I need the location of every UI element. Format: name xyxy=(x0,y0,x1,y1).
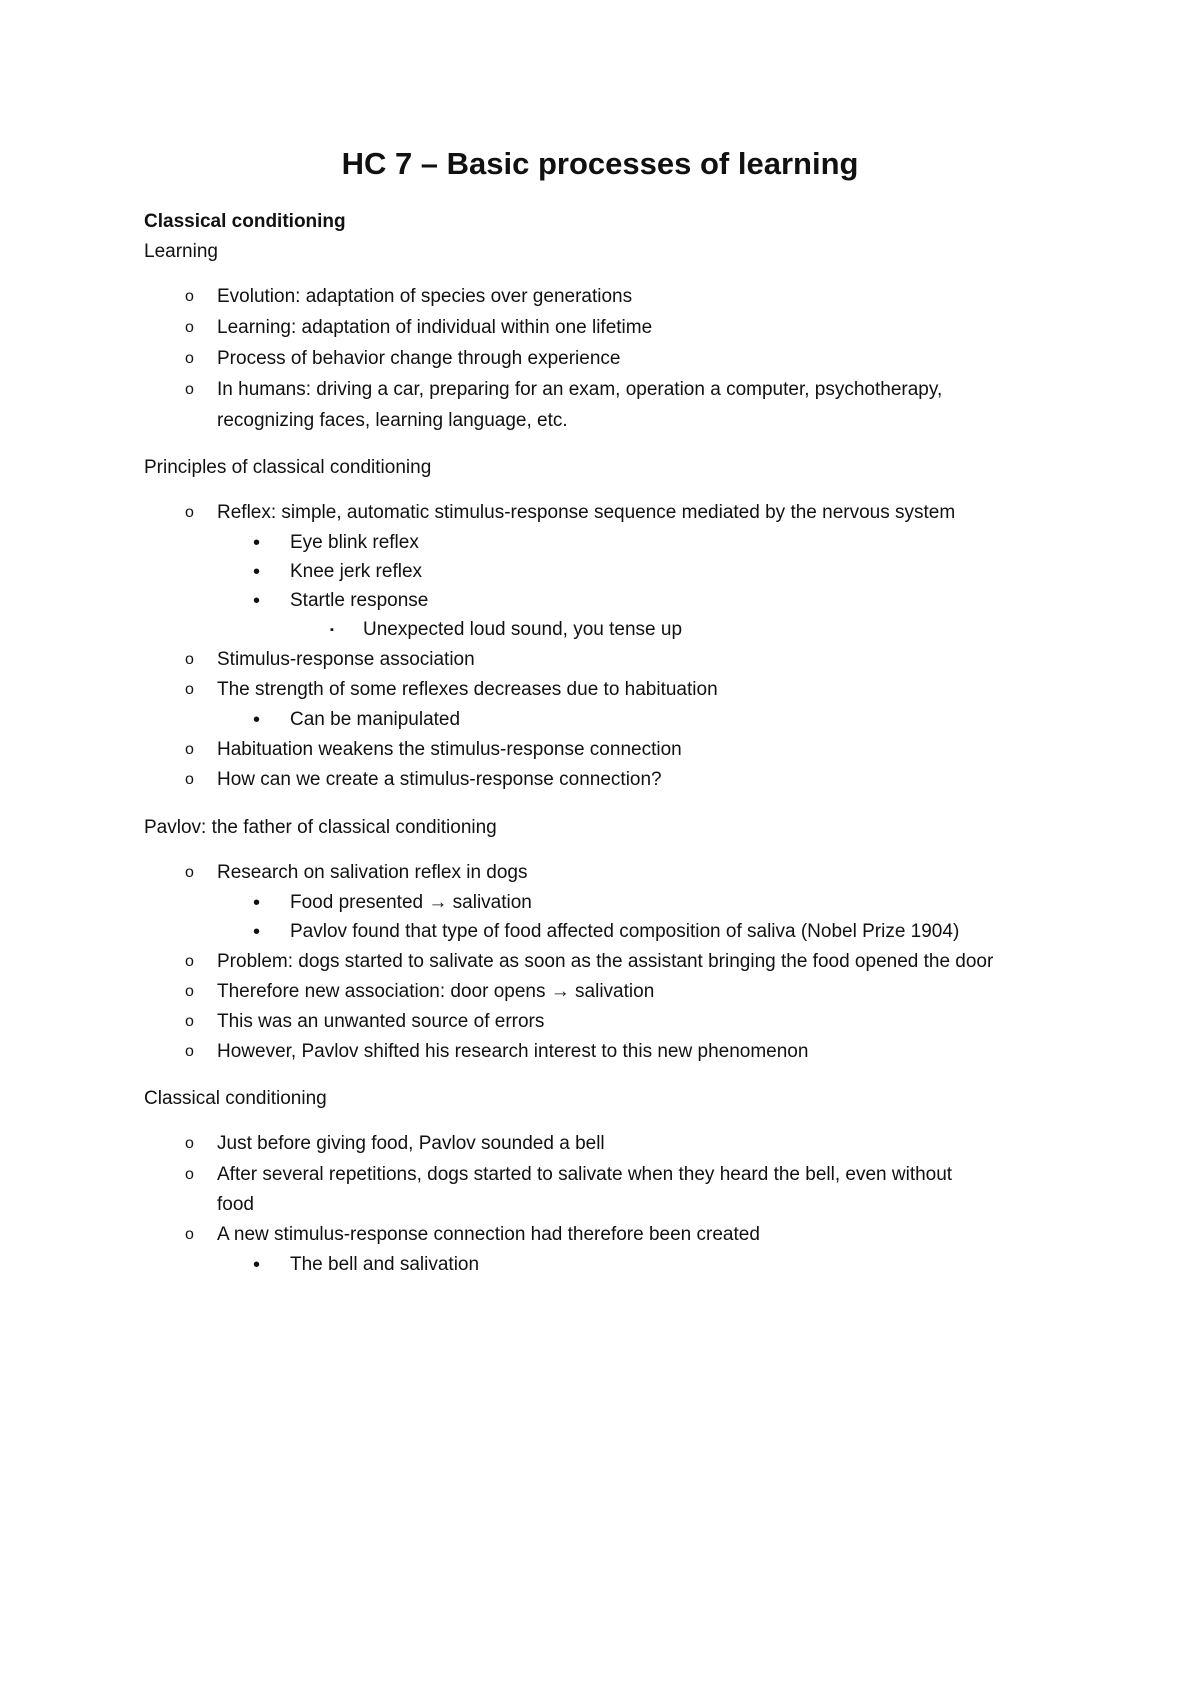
arrow-icon: → xyxy=(428,892,448,913)
list-marker: • xyxy=(253,921,261,943)
list-marker: • xyxy=(253,709,261,731)
section-title: Classical conditioning xyxy=(144,211,346,232)
list-marker: o xyxy=(185,953,194,970)
list-item-continuation: food xyxy=(217,1194,254,1215)
list-item: Research on salivation reflex in dogs xyxy=(217,862,528,883)
list-marker: o xyxy=(185,288,194,305)
list-marker: • xyxy=(253,1254,261,1276)
list-marker: o xyxy=(185,651,194,668)
list-item: The bell and salivation xyxy=(290,1254,480,1275)
list-marker: o xyxy=(185,1043,194,1060)
subheading-classical-conditioning: Classical conditioning xyxy=(144,1088,327,1109)
list-item: Knee jerk reflex xyxy=(290,561,423,582)
list-item: This was an unwanted source of errors xyxy=(217,1011,545,1032)
list-item: Learning: adaptation of individual within one lifetime xyxy=(217,317,653,338)
list-marker: • xyxy=(253,892,261,914)
list-marker: o xyxy=(185,1013,194,1030)
page-title: HC 7 – Basic processes of learning xyxy=(341,146,859,181)
subheading-principles: Principles of classical conditioning xyxy=(144,457,432,478)
arrow-icon: → xyxy=(550,981,570,1002)
list-item: The strength of some reflexes decreases due to habituation xyxy=(217,679,718,700)
list-marker: ▪ xyxy=(330,624,334,636)
list-item: Startle response xyxy=(290,590,429,611)
list-marker: o xyxy=(185,350,194,367)
list-item: Just before giving food, Pavlov sounded a bell xyxy=(217,1133,605,1154)
list-marker: o xyxy=(185,983,194,1000)
list-item: Pavlov found that type of food affected composition of saliva (Nobel Prize 1904) xyxy=(290,921,960,942)
list-item: Unexpected loud sound, you tense up xyxy=(363,619,683,640)
list-item: Evolution: adaptation of species over generations xyxy=(217,286,633,307)
list-marker: o xyxy=(185,864,194,881)
list-item: Stimulus-response association xyxy=(217,649,475,670)
list-marker: o xyxy=(185,771,194,788)
list-marker: o xyxy=(185,504,194,521)
list-item-continuation: recognizing faces, learning language, etc. xyxy=(217,410,568,431)
list-item: In humans: driving a car, preparing for an exam, operation a computer, psychotherapy, xyxy=(217,379,943,400)
list-item: After several repetitions, dogs started to salivate when they heard the bell, even without xyxy=(217,1164,953,1185)
list-item: Food presented → salivation xyxy=(290,892,532,913)
list-item: A new stimulus-response connection had therefore been created xyxy=(217,1224,760,1245)
list-marker: • xyxy=(253,590,261,612)
list-marker: o xyxy=(185,1226,194,1243)
list-item: Reflex: simple, automatic stimulus-response sequence mediated by the nervous system xyxy=(217,502,956,523)
subheading-pavlov: Pavlov: the father of classical conditioning xyxy=(144,817,497,838)
list-item: Therefore new association: door opens → salivation xyxy=(217,981,655,1002)
list-marker: • xyxy=(253,561,261,583)
list-marker: o xyxy=(185,1166,194,1183)
list-marker: o xyxy=(185,381,194,398)
subheading-learning: Learning xyxy=(144,241,218,262)
list-item: Habituation weakens the stimulus-response connection xyxy=(217,739,682,760)
list-marker: • xyxy=(253,532,261,554)
list-item: How can we create a stimulus-response connection? xyxy=(217,769,662,790)
list-marker: o xyxy=(185,319,194,336)
list-marker: o xyxy=(185,681,194,698)
list-item: Problem: dogs started to salivate as soon as the assistant bringing the food opened the door xyxy=(217,951,994,972)
list-marker: o xyxy=(185,1135,194,1152)
list-item: Can be manipulated xyxy=(290,709,461,730)
list-item: However, Pavlov shifted his research interest to this new phenomenon xyxy=(217,1041,809,1062)
list-item: Eye blink reflex xyxy=(290,532,419,553)
list-marker: o xyxy=(185,741,194,758)
list-item: Process of behavior change through experience xyxy=(217,348,621,369)
